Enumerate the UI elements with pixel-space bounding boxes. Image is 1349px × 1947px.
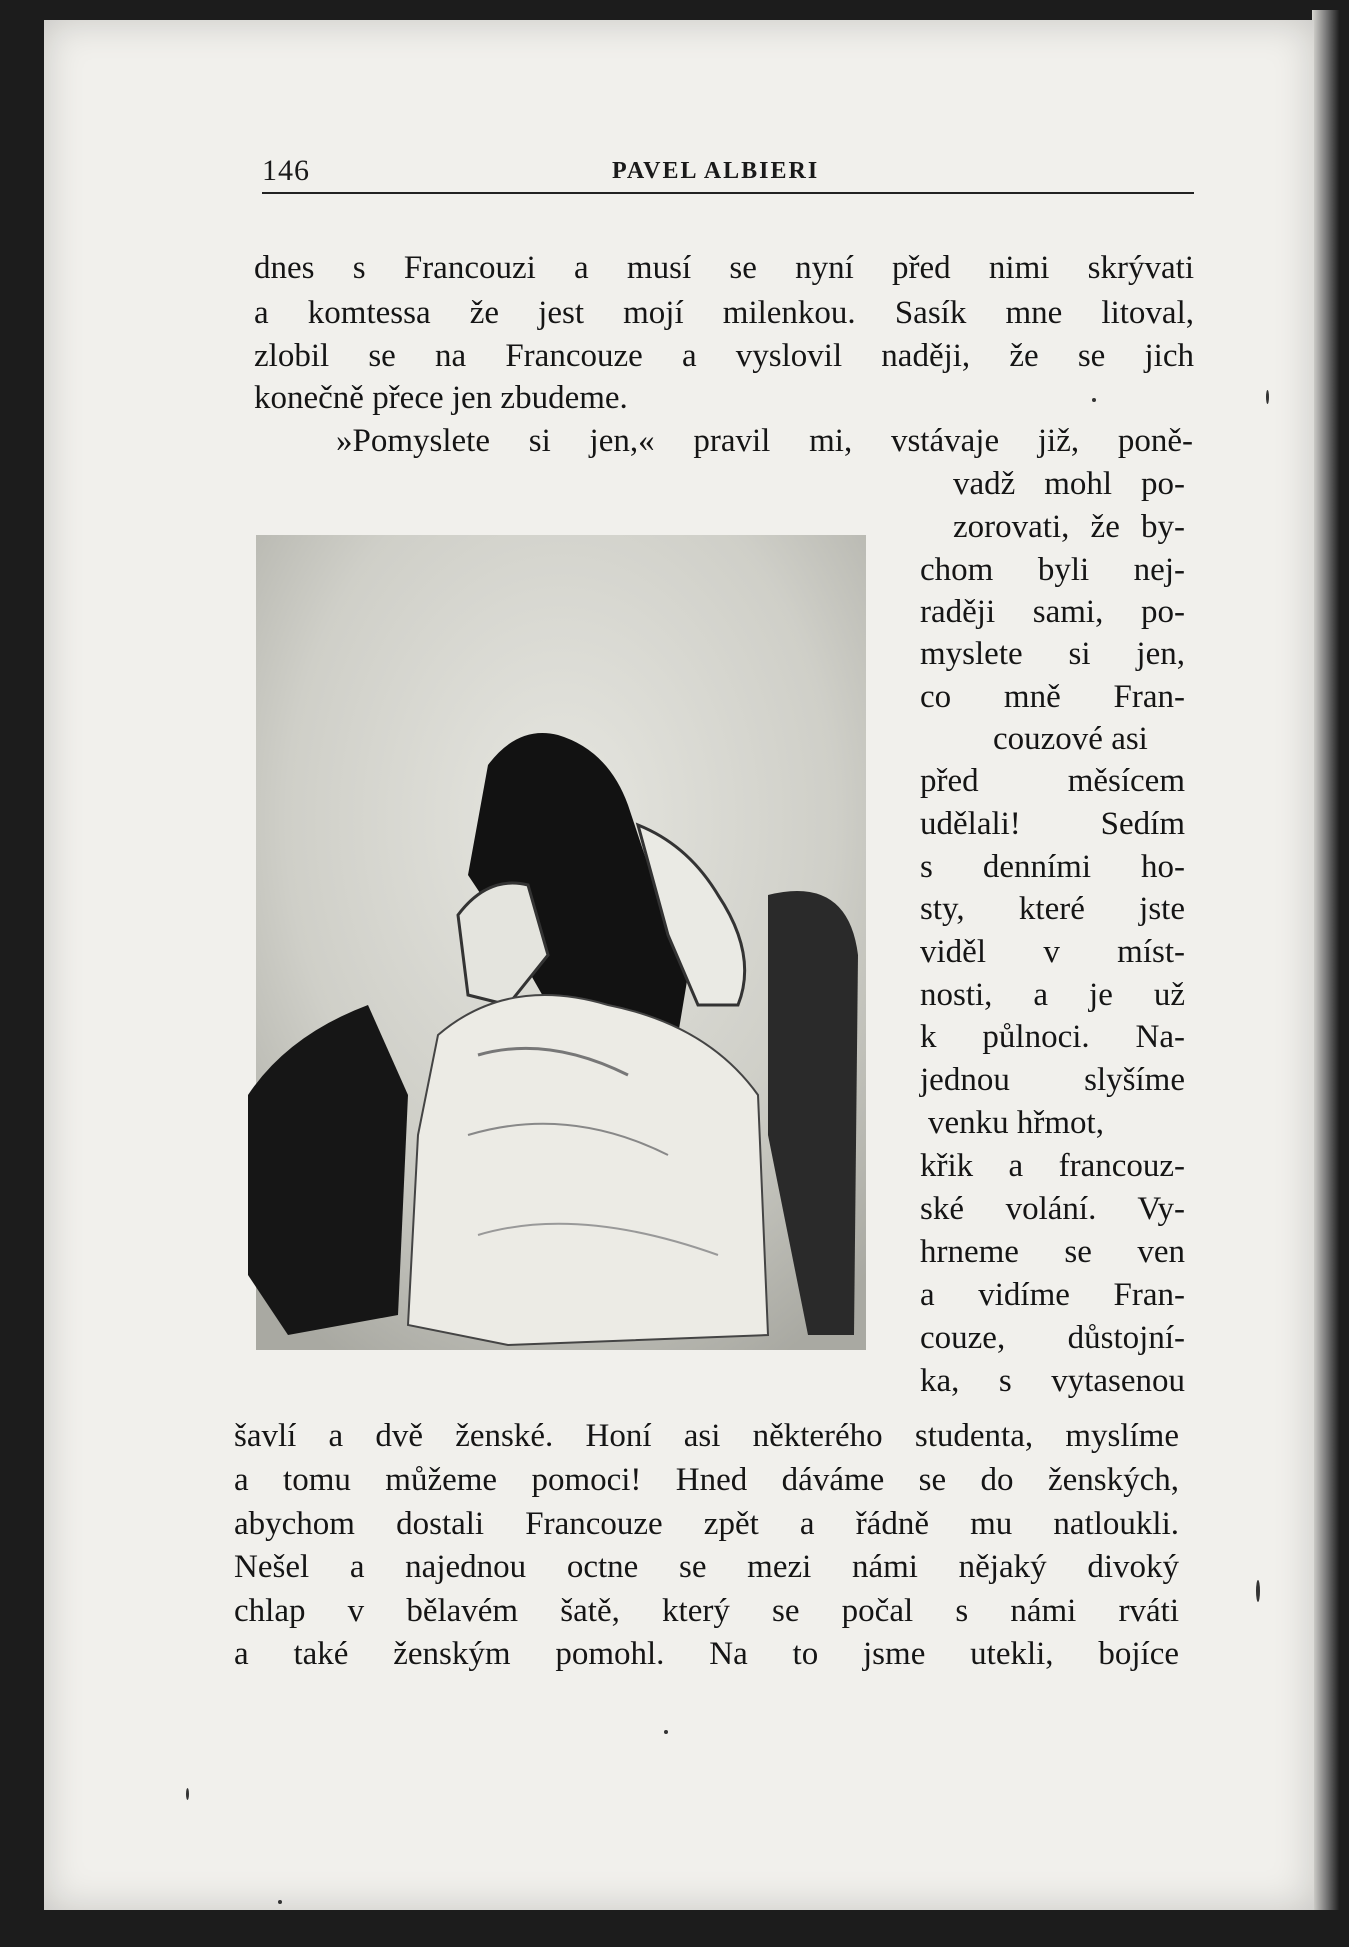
page-edge — [1312, 10, 1340, 1910]
text-line: venku hřmot, — [928, 1105, 1104, 1141]
text-line: a vidíme Fran- — [920, 1277, 1185, 1313]
text-line: couzové asi — [993, 721, 1148, 757]
text-line: jednou slyšíme — [920, 1062, 1185, 1098]
text-line: před měsícem — [920, 763, 1185, 799]
text-line: viděl v míst- — [920, 934, 1185, 970]
text-line: šavlí a dvě ženské. Honí asi některého studenta, myslíme — [234, 1418, 1179, 1454]
text-line: raději sami, po- — [920, 594, 1185, 630]
text-line: k půlnoci. Na- — [920, 1019, 1185, 1055]
scan-speck — [1266, 390, 1269, 404]
text-line: ské volání. Vy- — [920, 1191, 1185, 1227]
text-line: zorovati, že by- — [953, 509, 1185, 545]
page-number: 146 — [262, 154, 310, 187]
text-line: křik a francouz- — [920, 1148, 1185, 1184]
text-line: konečně přece jen zbudeme. — [254, 380, 628, 416]
scan-speck — [1092, 398, 1096, 402]
text-line: chlap v bělavém šatě, který se počal s námi rváti — [234, 1593, 1179, 1629]
text-line: chom byli nej- — [920, 552, 1185, 588]
illustration — [248, 535, 874, 1360]
text-line: ka, s vytasenou — [920, 1363, 1185, 1399]
text-line: a tomu můžeme pomoci! Hned dáváme se do ženských, — [234, 1462, 1179, 1498]
text-line: nosti, a je už — [920, 977, 1185, 1013]
text-line: hrneme se ven — [920, 1234, 1185, 1270]
text-line: s denními ho- — [920, 849, 1185, 885]
text-line: couze, důstojní- — [920, 1320, 1185, 1356]
text-line: a také ženským pomohl. Na to jsme utekli, bojíce — [234, 1636, 1179, 1672]
text-line: a komtessa že jest mojí milenkou. Sasík mne litoval, — [254, 295, 1194, 331]
running-title: PAVEL ALBIERI — [612, 158, 820, 184]
text-line: myslete si jen, — [920, 636, 1185, 672]
text-line: vadž mohl po- — [953, 466, 1185, 502]
page-header — [262, 154, 1194, 194]
text-line: zlobil se na Francouze a vyslovil naději, že se jich — [254, 338, 1194, 374]
text-line: abychom dostali Francouze zpět a řádně mu natloukli. — [234, 1506, 1179, 1542]
scan-speck — [186, 1788, 189, 1800]
text-line: »Pomyslete si jen,« pravil mi, vstávaje již, poně- — [336, 423, 1193, 459]
text-line: dnes s Francouzi a musí se nyní před nimi skrývati — [254, 250, 1194, 286]
scan-speck — [278, 1900, 282, 1904]
scan-speck — [1256, 1580, 1260, 1602]
text-line: udělali! Sedím — [920, 806, 1185, 842]
text-line: sty, které jste — [920, 891, 1185, 927]
scan-speck — [664, 1730, 668, 1734]
text-line: co mně Fran- — [920, 679, 1185, 715]
text-line: Nešel a najednou octne se mezi námi nějaký divoký — [234, 1549, 1179, 1585]
